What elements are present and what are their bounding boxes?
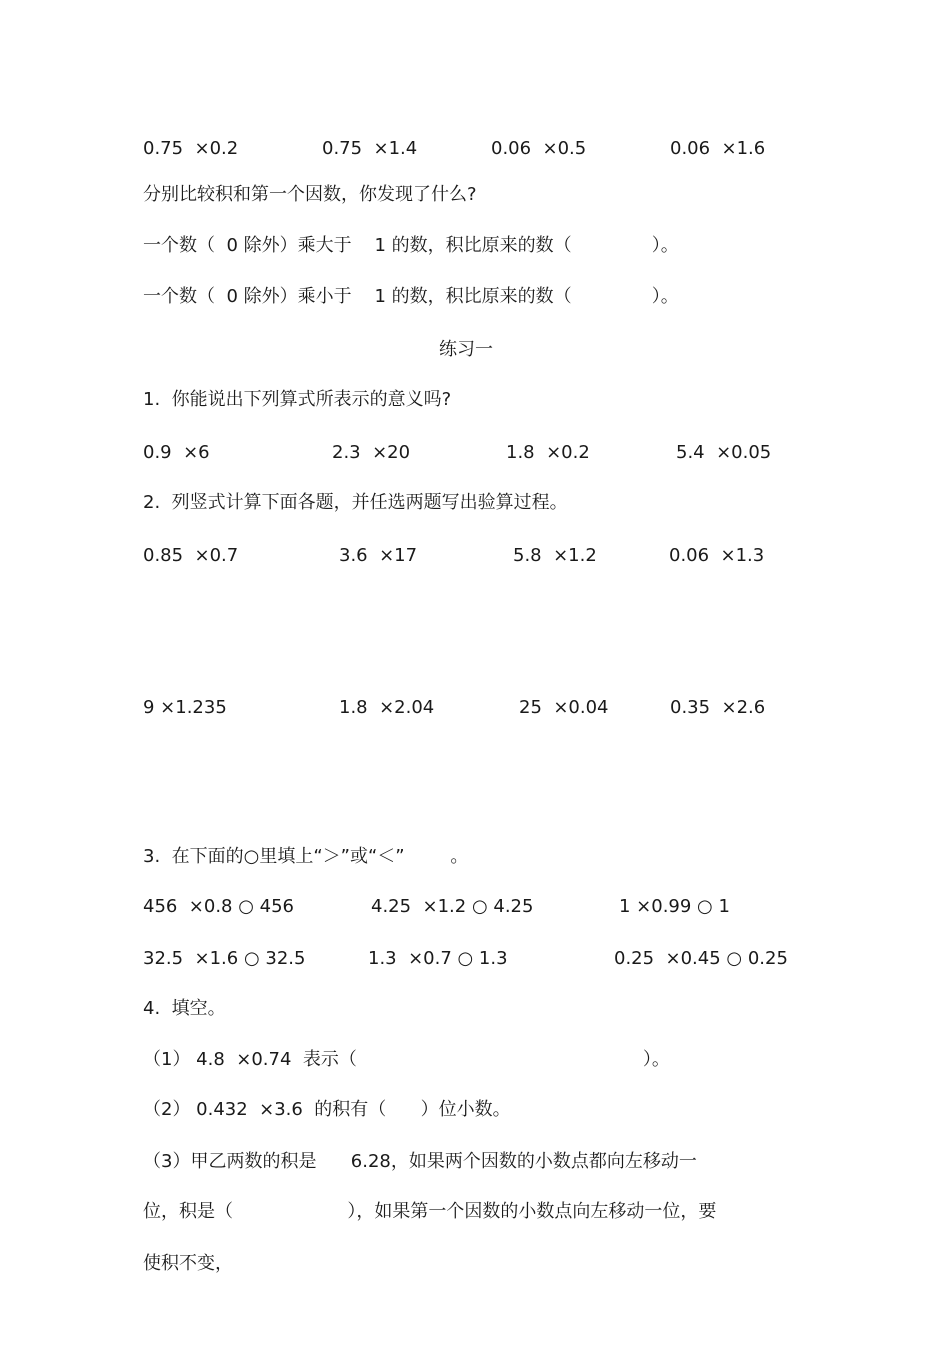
expression: 5.4 ×0.05 (676, 442, 772, 463)
expression: 9 ×1.235 (143, 697, 227, 718)
expression: 0.75 ×1.4 (322, 138, 418, 159)
comparison: 456 ×0.8 ○ 456 (143, 896, 295, 917)
expression: 3.6 ×17 (339, 545, 418, 566)
expression: 0.75 ×0.2 (143, 138, 239, 159)
fill-blank-1: （1） 4.8 ×0.74 表示（ ）。 (143, 1049, 670, 1070)
question-3: 3. 在下面的○里填上“＞”或“＜” 。 (143, 846, 469, 867)
fill-blank-2: （2） 0.432 ×3.6 的积有（ ）位小数。 (143, 1099, 511, 1120)
question-4: 4. 填空。 (143, 998, 226, 1019)
comparison: 1.3 ×0.7 ○ 1.3 (368, 948, 508, 969)
rule-greater: 一个数（ 0 除外）乘大于 1 的数，积比原来的数（ ）。 (143, 235, 679, 256)
expression: 0.35 ×2.6 (670, 697, 766, 718)
rule-less: 一个数（ 0 除外）乘小于 1 的数，积比原来的数（ ）。 (143, 286, 679, 307)
expression: 1.8 ×0.2 (506, 442, 590, 463)
question-2: 2. 列竖式计算下面各题，并任选两题写出验算过程。 (143, 492, 568, 513)
fill-blank-3-line-3: 使积不变， (143, 1253, 233, 1274)
expression: 0.06 ×1.3 (669, 545, 765, 566)
expression: 2.3 ×20 (332, 442, 411, 463)
expression: 0.85 ×0.7 (143, 545, 239, 566)
fill-blank-3-line-1: （3）甲乙两数的积是 6.28，如果两个因数的小数点都向左移动一 (143, 1151, 697, 1172)
comparison: 4.25 ×1.2 ○ 4.25 (371, 896, 534, 917)
expression: 5.8 ×1.2 (513, 545, 597, 566)
expression: 0.06 ×0.5 (491, 138, 587, 159)
fill-blank-3-line-2: 位，积是（ ），如果第一个因数的小数点向左移动一位，要 (143, 1201, 717, 1222)
exercise-title: 练习一 (439, 339, 493, 360)
question-1: 1. 你能说出下列算式所表示的意义吗? (143, 389, 452, 410)
expression: 25 ×0.04 (519, 697, 609, 718)
comparison: 32.5 ×1.6 ○ 32.5 (143, 948, 306, 969)
compare-question: 分别比较积和第一个因数，你发现了什么? (143, 184, 477, 205)
expression: 0.06 ×1.6 (670, 138, 766, 159)
expression: 0.9 ×6 (143, 442, 210, 463)
comparison: 0.25 ×0.45 ○ 0.25 (614, 948, 788, 969)
comparison: 1 ×0.99 ○ 1 (619, 896, 730, 917)
expression: 1.8 ×2.04 (339, 697, 435, 718)
